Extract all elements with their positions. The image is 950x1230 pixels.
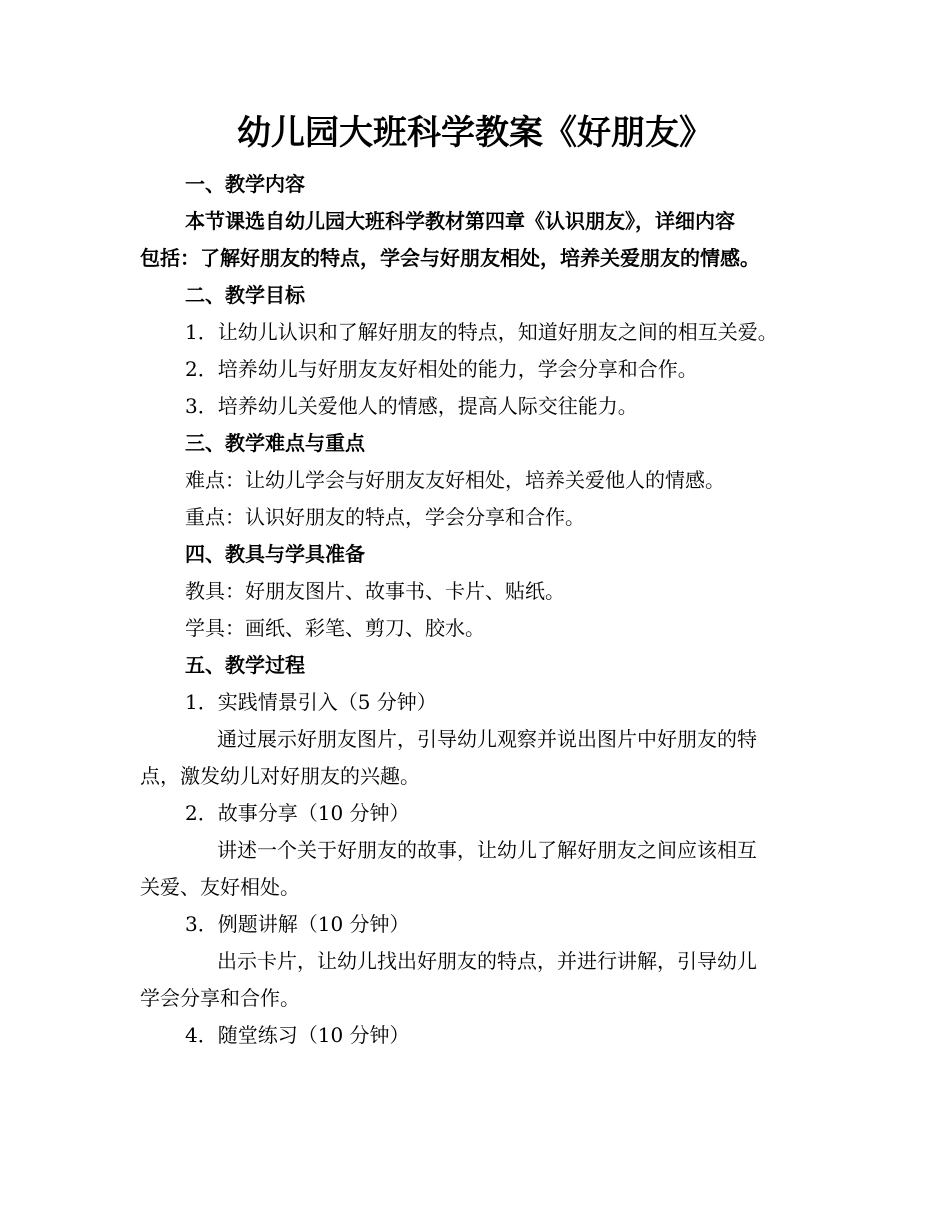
section-heading-materials: 四、教具与学具准备 [185,542,365,566]
student-tools-text: 学具：画纸、彩笔、剪刀、胶水。 [185,616,485,640]
step-1-line-2: 点，激发幼儿对好朋友的兴趣。 [140,764,420,788]
objective-item-1: 1．让幼儿认识和了解好朋友的特点，知道好朋友之间的相互关爱。 [185,320,778,344]
step-3-line-2: 学会分享和合作。 [140,986,300,1010]
section-heading-objectives: 二、教学目标 [185,283,305,307]
document-body [140,166,830,1054]
step-1-title: 1．实践情景引入（5 分钟） [185,690,437,714]
objective-item-3: 3．培养幼儿关爱他人的情感，提高人际交往能力。 [185,394,638,418]
document-title: 幼儿园大班科学教案《好朋友》 [237,113,713,153]
objective-item-2: 2．培养幼儿与好朋友友好相处的能力，学会分享和合作。 [185,357,698,381]
step-2-line-1: 讲述一个关于好朋友的故事，让幼儿了解好朋友之间应该相互 [217,838,757,862]
difficulty-text: 难点：让幼儿学会与好朋友友好相处，培养关爱他人的情感。 [185,468,725,492]
content-paragraph-line-1: 本节课选自幼儿园大班科学教材第四章《认识朋友》，详细内容 [185,209,735,233]
teacher-tools-text: 教具：好朋友图片、故事书、卡片、贴纸。 [185,579,565,603]
section-heading-content: 一、教学内容 [185,172,305,196]
step-3-title: 3．例题讲解（10 分钟） [185,912,410,936]
section-heading-difficulties: 三、教学难点与重点 [185,431,365,455]
section-heading-process: 五、教学过程 [185,653,305,677]
step-2-line-2: 关爱、友好相处。 [140,875,300,899]
step-2-title: 2．故事分享（10 分钟） [185,801,410,825]
content-paragraph-line-2: 包括：了解好朋友的特点，学会与好朋友相处，培养关爱朋友的情感。 [140,246,760,270]
step-3-line-1: 出示卡片，让幼儿找出好朋友的特点，并进行讲解，引导幼儿 [217,949,757,973]
key-point-text: 重点：认识好朋友的特点，学会分享和合作。 [185,505,585,529]
step-1-line-1: 通过展示好朋友图片，引导幼儿观察并说出图片中好朋友的特 [217,727,757,751]
step-4-title: 4．随堂练习（10 分钟） [185,1023,410,1047]
